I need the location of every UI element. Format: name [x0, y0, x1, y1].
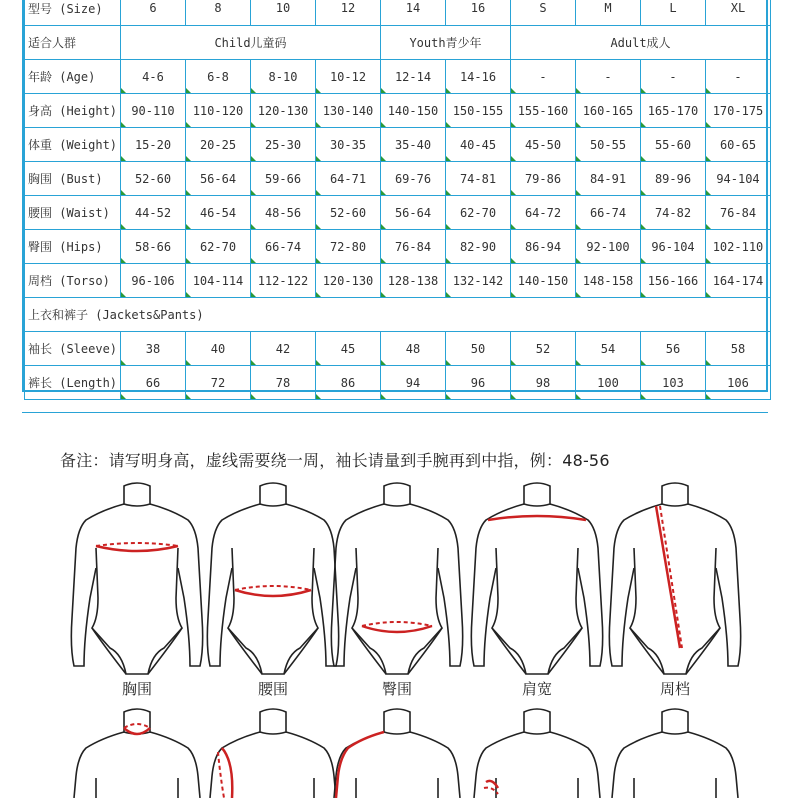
- row-label: 身高 (Height): [25, 94, 121, 128]
- figure-armhole: [462, 708, 612, 798]
- table-cell: 92-100: [576, 230, 641, 264]
- figure-label-torso: 周档: [659, 680, 690, 698]
- table-cell: 6: [121, 0, 186, 26]
- table-cell: 12: [316, 0, 381, 26]
- table-cell: 110-120: [186, 94, 251, 128]
- row-label: 适合人群: [25, 26, 121, 60]
- bodysuit-arm-outer-icon: [322, 708, 472, 798]
- table-cell: 45-50: [511, 128, 576, 162]
- figure-hips: [322, 478, 472, 698]
- table-cell: 14: [381, 0, 446, 26]
- table-cell: 84-91: [576, 162, 641, 196]
- table-cell: 66-74: [251, 230, 316, 264]
- table-cell: 10-12: [316, 60, 381, 94]
- table-row: [25, 26, 771, 60]
- table-cell: 140-150: [511, 264, 576, 298]
- table-cell: 35-40: [381, 128, 446, 162]
- figure-bust: [62, 478, 212, 698]
- table-cell: S: [511, 0, 576, 26]
- table-cell: 44-52: [121, 196, 186, 230]
- group-cell: Youth青少年: [381, 26, 511, 60]
- table-cell: 54: [576, 332, 641, 366]
- figure-plain: [600, 708, 750, 798]
- table-cell: -: [641, 60, 706, 94]
- table-cell: 98: [511, 366, 576, 400]
- measurement-note: 备注：请写明身高，虚线需要绕一周，袖长请量到手腕再到中指，例：48-56: [60, 451, 610, 470]
- table-cell: 45: [316, 332, 381, 366]
- size-table: [24, 0, 771, 400]
- bodysuit-armhole-icon: [462, 708, 612, 798]
- table-cell: 69-76: [381, 162, 446, 196]
- table-cell: 72: [186, 366, 251, 400]
- table-cell: 94: [381, 366, 446, 400]
- table-cell: 170-175: [706, 94, 771, 128]
- table-cell: 52-60: [121, 162, 186, 196]
- table-cell: 150-155: [446, 94, 511, 128]
- table-cell: 104-114: [186, 264, 251, 298]
- table-cell: 90-110: [121, 94, 186, 128]
- table-cell: 12-14: [381, 60, 446, 94]
- table-cell: 120-130: [316, 264, 381, 298]
- table-cell: 76-84: [381, 230, 446, 264]
- table-cell: 128-138: [381, 264, 446, 298]
- figure-shoulder: [462, 478, 612, 698]
- table-cell: M: [576, 0, 641, 26]
- table-row: [25, 366, 771, 400]
- row-label: 胸围 (Bust): [25, 162, 121, 196]
- table-cell: 56-64: [186, 162, 251, 196]
- table-cell: -: [511, 60, 576, 94]
- table-cell: 14-16: [446, 60, 511, 94]
- table-cell: 62-70: [186, 230, 251, 264]
- table-cell: 40: [186, 332, 251, 366]
- table-cell: 64-72: [511, 196, 576, 230]
- table-cell: 165-170: [641, 94, 706, 128]
- figure-label-hips: 臀围: [381, 680, 412, 698]
- table-cell: 132-142: [446, 264, 511, 298]
- table-cell: 66: [121, 366, 186, 400]
- table-cell: 112-122: [251, 264, 316, 298]
- bodysuit-shoulder-icon: [462, 478, 612, 678]
- table-row: [25, 0, 771, 26]
- table-cell: XL: [706, 0, 771, 26]
- table-cell: 59-66: [251, 162, 316, 196]
- table-cell: 120-130: [251, 94, 316, 128]
- table-cell: 4-6: [121, 60, 186, 94]
- table-cell: 50: [446, 332, 511, 366]
- group-cell: Child儿童码: [121, 26, 381, 60]
- table-cell: 148-158: [576, 264, 641, 298]
- table-cell: 72-80: [316, 230, 381, 264]
- row-label: 裤长 (Length): [25, 366, 121, 400]
- table-cell: 79-86: [511, 162, 576, 196]
- table-row: [25, 128, 771, 162]
- row-label: 年龄 (Age): [25, 60, 121, 94]
- table-row: [25, 60, 771, 94]
- table-cell: 8-10: [251, 60, 316, 94]
- table-cell: 6-8: [186, 60, 251, 94]
- table-cell: 74-82: [641, 196, 706, 230]
- table-cell: -: [576, 60, 641, 94]
- row-label: 袖长 (Sleeve): [25, 332, 121, 366]
- table-cell: 78: [251, 366, 316, 400]
- table-cell: 86-94: [511, 230, 576, 264]
- figure-neck: [62, 708, 212, 798]
- figure-label-waist: 腰围: [257, 680, 288, 698]
- table-cell: 96: [446, 366, 511, 400]
- table-row: [25, 264, 771, 298]
- table-cell: 60-65: [706, 128, 771, 162]
- table-cell: 46-54: [186, 196, 251, 230]
- table-cell: 66-74: [576, 196, 641, 230]
- bodysuit-torso-icon: [600, 478, 750, 678]
- table-row: [25, 332, 771, 366]
- figure-torso: [600, 478, 750, 698]
- row-label: 臀围 (Hips): [25, 230, 121, 264]
- size-chart-table: [22, 0, 768, 392]
- table-cell: 96-104: [641, 230, 706, 264]
- row-label: 周档 (Torso): [25, 264, 121, 298]
- section-divider: [22, 412, 768, 413]
- table-cell: 40-45: [446, 128, 511, 162]
- table-cell: 30-35: [316, 128, 381, 162]
- table-cell: 74-81: [446, 162, 511, 196]
- table-cell: 76-84: [706, 196, 771, 230]
- table-cell: 100: [576, 366, 641, 400]
- table-cell: 48: [381, 332, 446, 366]
- bodysuit-plain-icon: [600, 708, 750, 798]
- table-cell: 50-55: [576, 128, 641, 162]
- table-row: [25, 196, 771, 230]
- table-cell: 102-110: [706, 230, 771, 264]
- table-cell: 140-150: [381, 94, 446, 128]
- row-label: 腰围 (Waist): [25, 196, 121, 230]
- figure-label-shoulder: 肩宽: [521, 680, 552, 698]
- figure-arm-outer: [322, 708, 472, 798]
- table-row: [25, 162, 771, 196]
- table-cell: 48-56: [251, 196, 316, 230]
- table-cell: 155-160: [511, 94, 576, 128]
- table-cell: 86: [316, 366, 381, 400]
- table-cell: 20-25: [186, 128, 251, 162]
- table-cell: 130-140: [316, 94, 381, 128]
- table-cell: 58: [706, 332, 771, 366]
- group-cell: Adult成人: [511, 26, 771, 60]
- table-cell: 103: [641, 366, 706, 400]
- table-cell: 52: [511, 332, 576, 366]
- table-cell: 82-90: [446, 230, 511, 264]
- table-row: [25, 230, 771, 264]
- table-cell: 58-66: [121, 230, 186, 264]
- table-cell: 62-70: [446, 196, 511, 230]
- row-label: 型号 (Size): [25, 0, 121, 26]
- table-cell: 94-104: [706, 162, 771, 196]
- table-cell: 16: [446, 0, 511, 26]
- table-cell: 25-30: [251, 128, 316, 162]
- table-cell: 156-166: [641, 264, 706, 298]
- table-cell: 55-60: [641, 128, 706, 162]
- table-cell: 42: [251, 332, 316, 366]
- table-cell: 38: [121, 332, 186, 366]
- table-cell: -: [706, 60, 771, 94]
- table-cell: 56: [641, 332, 706, 366]
- table-cell: 64-71: [316, 162, 381, 196]
- table-cell: 10: [251, 0, 316, 26]
- bodysuit-hips-icon: [322, 478, 472, 678]
- figure-label-bust: 胸围: [121, 680, 152, 698]
- table-cell: L: [641, 0, 706, 26]
- table-cell: 96-106: [121, 264, 186, 298]
- table-row: [25, 298, 771, 332]
- table-row: [25, 94, 771, 128]
- bodysuit-bust-icon: [62, 478, 212, 678]
- table-cell: 89-96: [641, 162, 706, 196]
- table-cell: 56-64: [381, 196, 446, 230]
- table-cell: 52-60: [316, 196, 381, 230]
- table-cell: 164-174: [706, 264, 771, 298]
- table-cell: 106: [706, 366, 771, 400]
- row-label: 体重 (Weight): [25, 128, 121, 162]
- bodysuit-neck-icon: [62, 708, 212, 798]
- row-label: 上衣和裤子 (Jackets&Pants): [25, 298, 771, 332]
- table-cell: 160-165: [576, 94, 641, 128]
- table-cell: 15-20: [121, 128, 186, 162]
- table-cell: 8: [186, 0, 251, 26]
